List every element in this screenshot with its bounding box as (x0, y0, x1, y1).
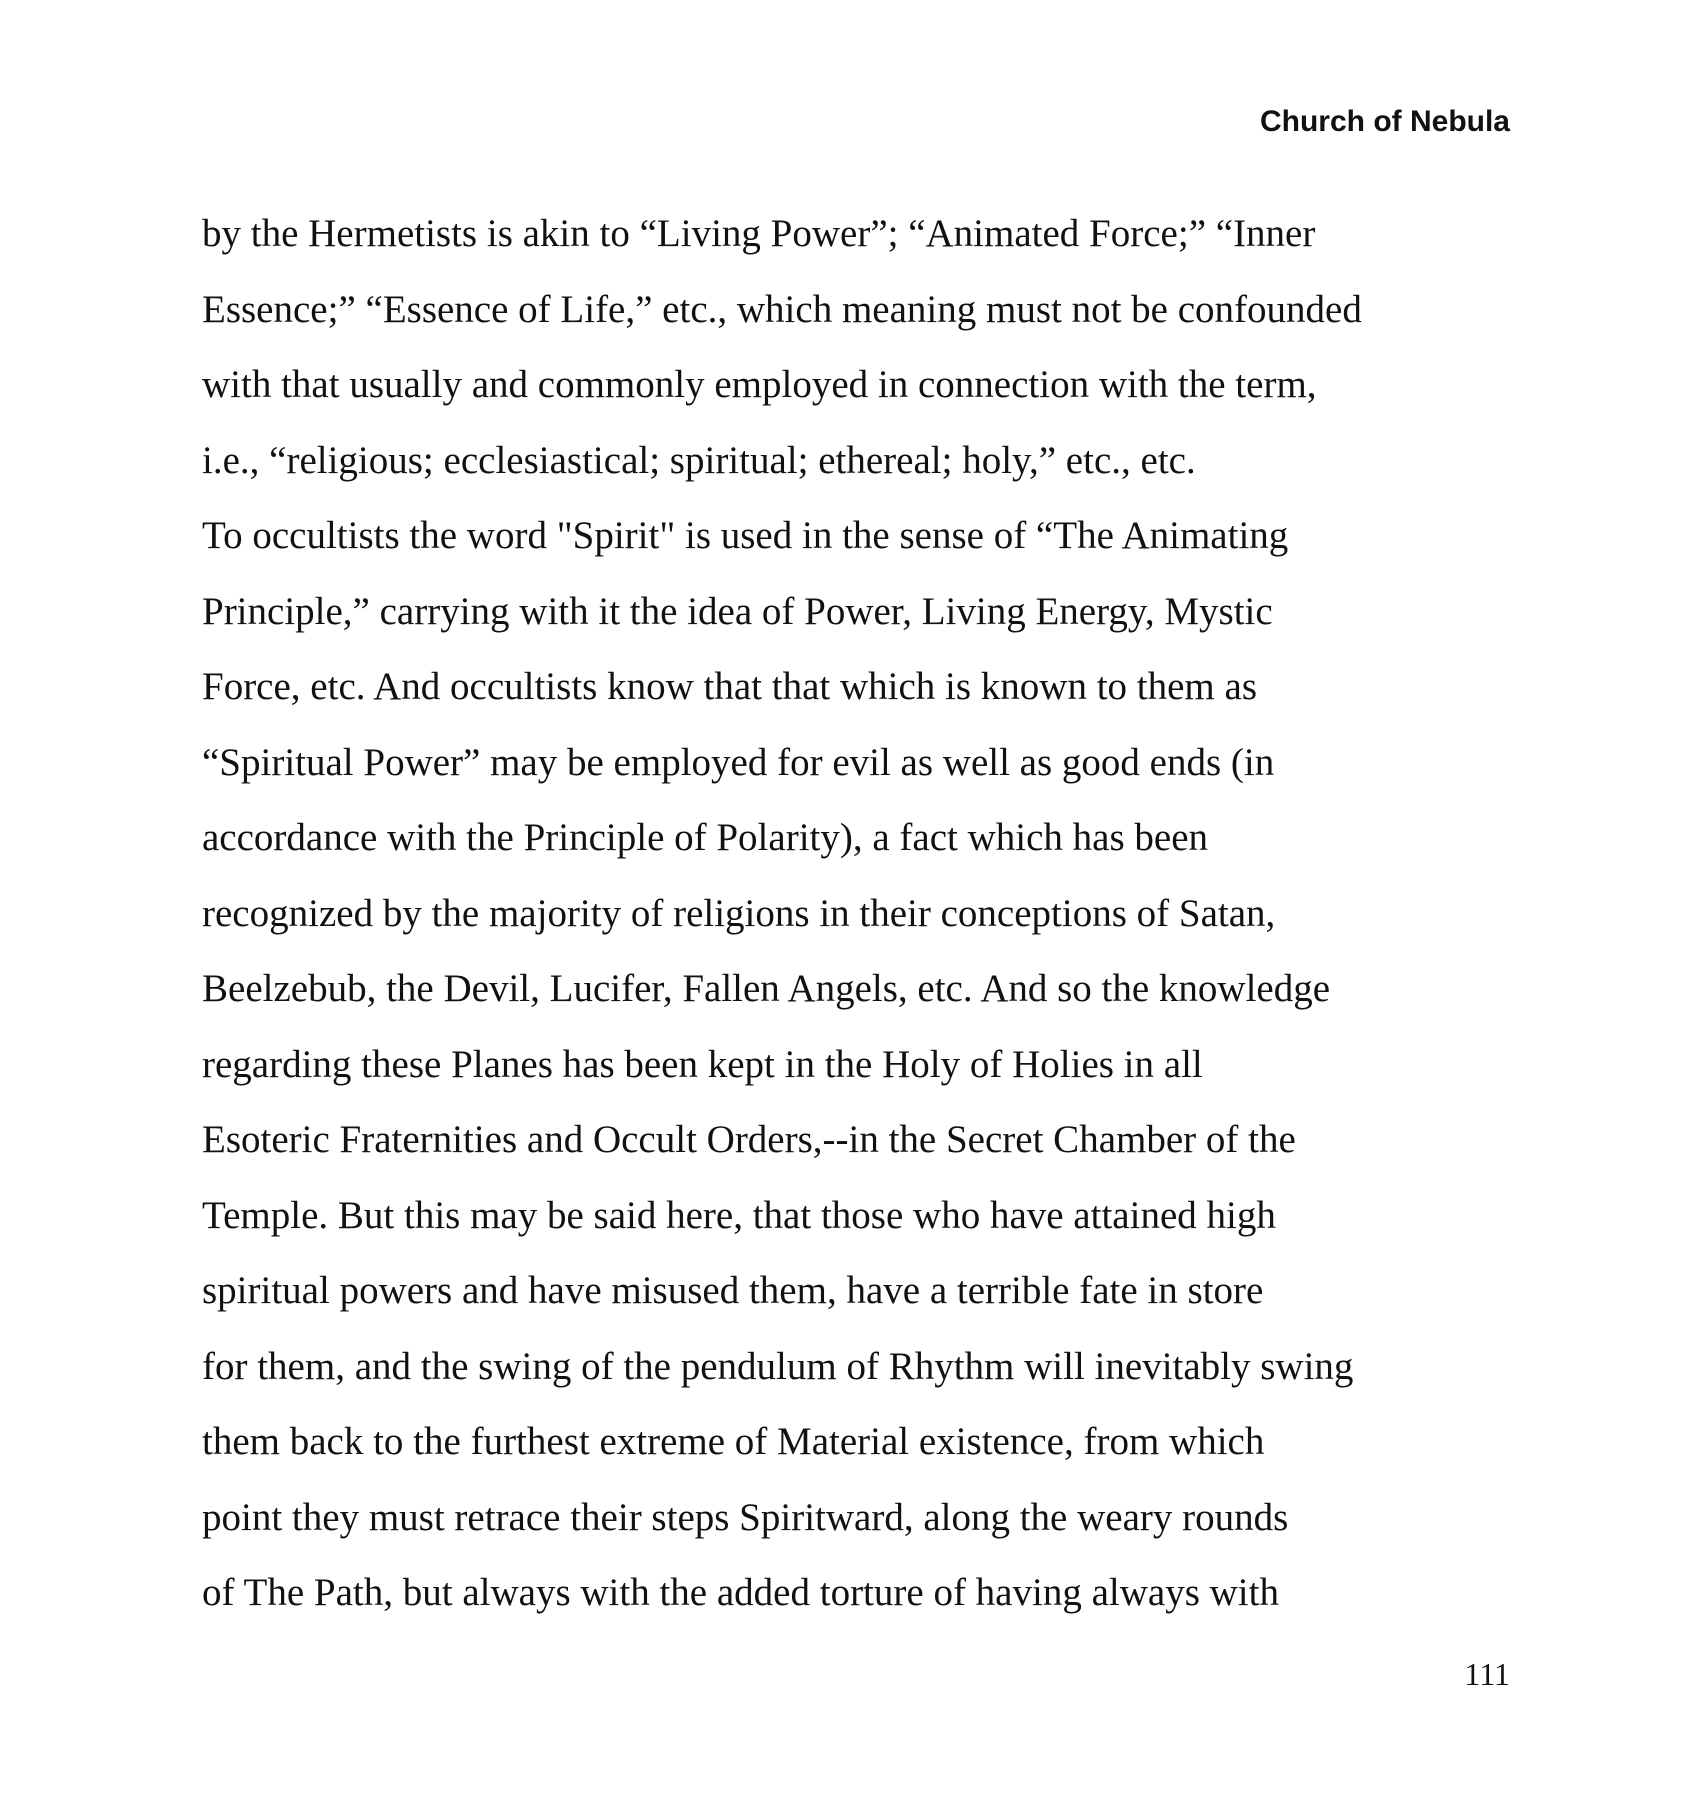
running-header: Church of Nebula (1259, 105, 1510, 138)
text-line: them back to the furthest extreme of Material existence, from which (202, 1420, 1265, 1463)
body-text (202, 196, 1522, 1631)
text-line: with that usually and commonly employed in connection with the term, (202, 363, 1317, 406)
text-line: i.e., “religious; ecclesiastical; spiritual; ethereal; holy,” etc., etc. (202, 438, 1196, 482)
text-line: recognized by the majority of religions in their conceptions of Satan, (202, 891, 1276, 935)
text-line: To occultists the word "Spirit" is used in the sense of “The Animating (202, 514, 1289, 557)
text-line: point they must retrace their steps Spiritward, along the weary rounds (202, 1495, 1289, 1539)
text-line: Essence;” “Essence of Life,” etc., which meaning must not be confounded (202, 287, 1362, 331)
text-line: spiritual powers and have misused them, have a terrible fate in store (202, 1269, 1264, 1312)
text-line: Principle,” carrying with it the idea of Power, Living Energy, Mystic (202, 589, 1273, 633)
page-number: 111 (1464, 1656, 1510, 1692)
text-line: of The Path, but always with the added torture of having always with (202, 1571, 1279, 1614)
text-line: accordance with the Principle of Polarity), a fact which has been (202, 816, 1209, 859)
text-line: by the Hermetists is akin to “Living Power”; “Animated Force;” “Inner (202, 212, 1316, 255)
text-line: Beelzebub, the Devil, Lucifer, Fallen Angels, etc. And so the knowledge (202, 967, 1331, 1010)
text-line: Force, etc. And occultists know that that which is known to them as (202, 665, 1257, 708)
text-line: regarding these Planes has been kept in the Holy of Holies in all (202, 1042, 1203, 1086)
text-line: Temple. But this may be said here, that those who have attained high (202, 1193, 1276, 1237)
text-line: Esoteric Fraternities and Occult Orders,--in the Secret Chamber of the (202, 1118, 1296, 1161)
text-line: “Spiritual Power” may be employed for evil as well as good ends (in (202, 740, 1275, 784)
text-line: for them, and the swing of the pendulum of Rhythm will inevitably swing (202, 1344, 1354, 1388)
